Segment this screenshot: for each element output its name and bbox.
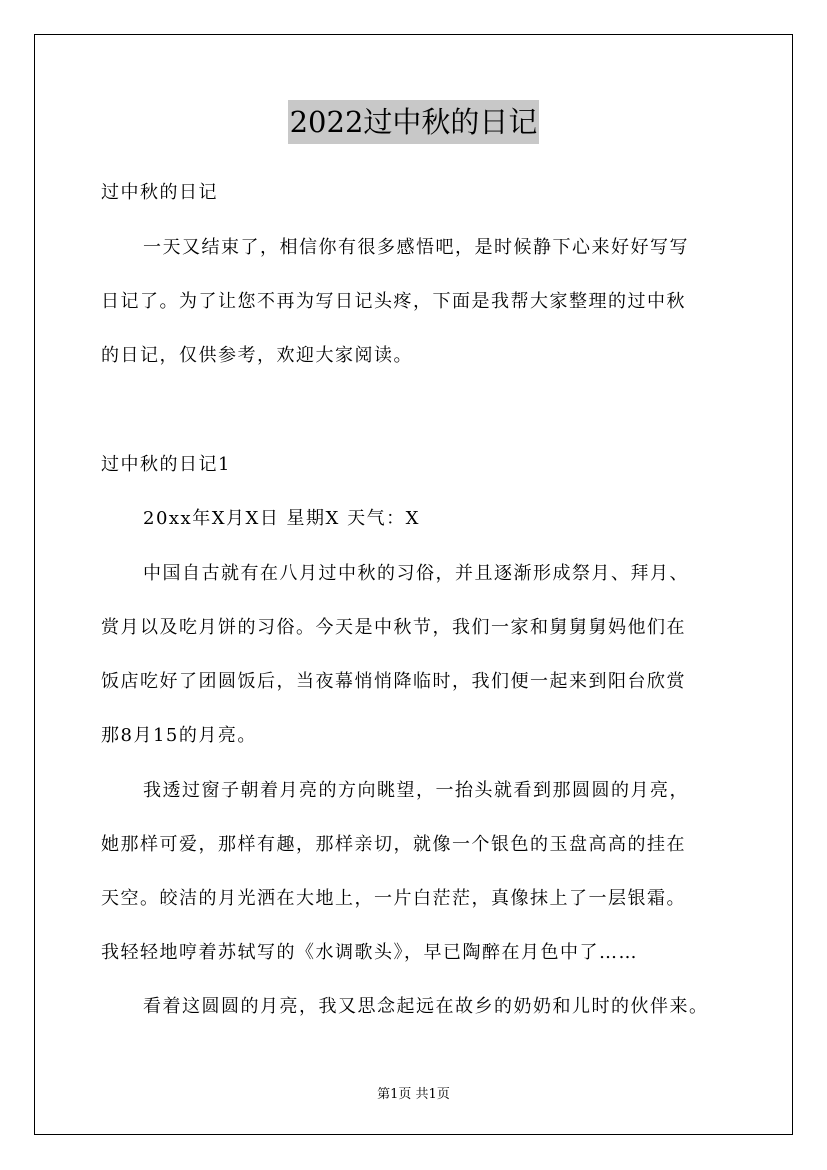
paragraph-line: 天空。皎洁的月光洒在大地上，一片白茫茫，真像抹上了一层银霜。 <box>101 888 686 909</box>
paragraph-line: 饭店吃好了团圆饭后，当夜幕悄悄降临时，我们便一起来到阳台欣赏 <box>101 671 686 692</box>
section-heading: 过中秋的日记1 <box>101 454 231 475</box>
paragraph-line: 她那样可爱，那样有趣，那样亲切，就像一个银色的玉盘高高的挂在 <box>101 834 686 855</box>
section-heading: 过中秋的日记 <box>101 182 218 203</box>
paragraph-line: 我透过窗子朝着月亮的方向眺望，一抬头就看到那圆圆的月亮， <box>143 780 689 801</box>
document-title: 2022过中秋的日记 <box>288 100 540 144</box>
paragraph-line: 我轻轻地哼着苏轼写的《水调歌头》，早已陶醉在月色中了…… <box>101 942 638 963</box>
date-line: 20xx年X月X日 星期X 天气：X <box>143 508 420 529</box>
page-footer: 第1页 共1页 <box>377 1087 450 1102</box>
paragraph-line: 那8月15的月亮。 <box>101 725 257 746</box>
document-title-container <box>0 100 827 144</box>
paragraph-line: 看着这圆圆的月亮，我又思念起远在故乡的奶奶和儿时的伙伴来。 <box>143 996 709 1017</box>
paragraph-line: 赏月以及吃月饼的习俗。今天是中秋节，我们一家和舅舅舅妈他们在 <box>101 617 686 638</box>
paragraph-line: 一天又结束了，相信你有很多感悟吧，是时候静下心来好好写写 <box>143 237 689 258</box>
paragraph-line: 中国自古就有在八月过中秋的习俗，并且逐渐形成祭月、拜月、 <box>143 563 689 584</box>
paragraph-line: 日记了。为了让您不再为写日记头疼，下面是我帮大家整理的过中秋 <box>101 291 686 312</box>
paragraph-line: 的日记，仅供参考，欢迎大家阅读。 <box>101 345 413 366</box>
